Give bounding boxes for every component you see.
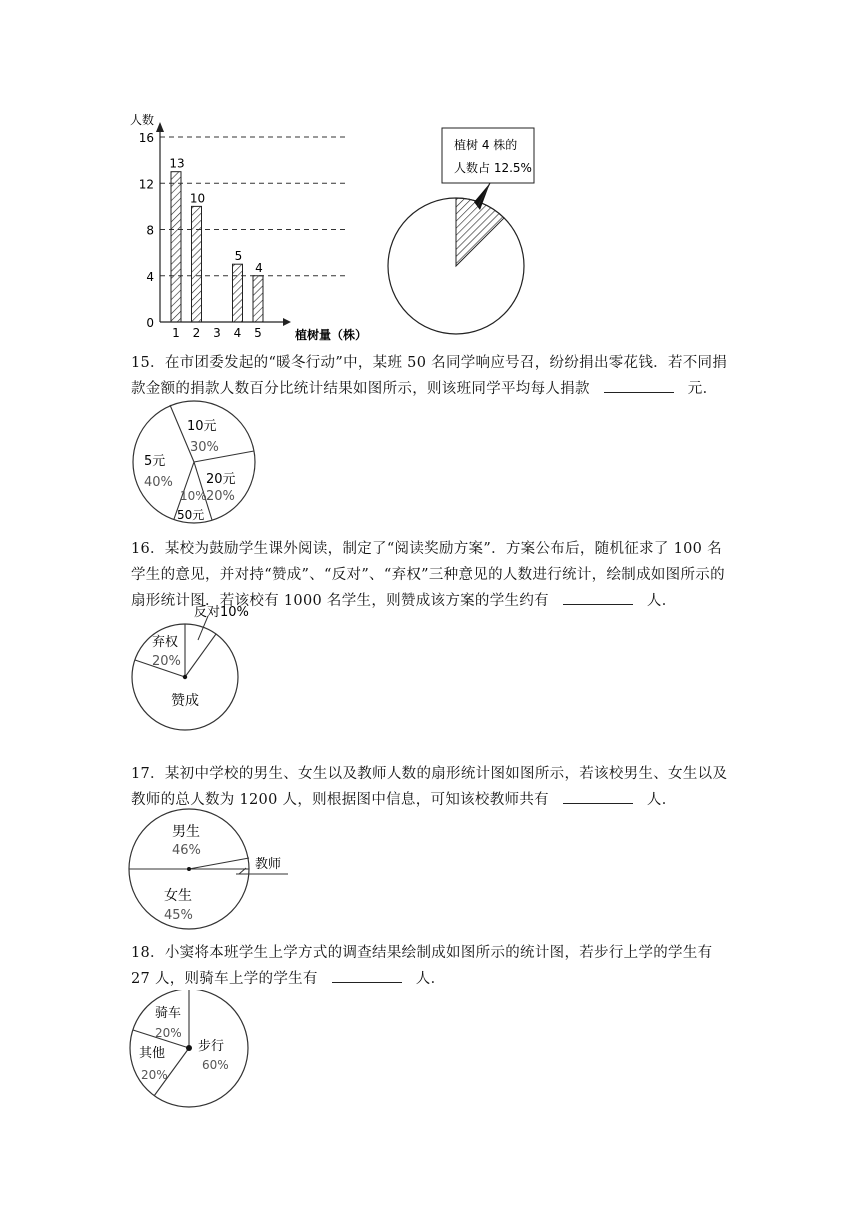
- question-15-text: 15．在市团委发起的“暖冬行动”中，某班 50 名同学响应号召，纷纷捐出零花钱．若不同捐款金额的捐款人数百分比统计结果如图所示，则该班同学平均每人捐款: [131, 355, 728, 397]
- callout-arrow-line: [478, 183, 490, 206]
- data-label-2: 10: [189, 191, 206, 206]
- question-17-text: 17．某初中学校的男生、女生以及教师人数的扇形统计图如图所示，若该校男生、女生以及教师的总人数为 1200 人，则根据图中信息，可知该校教师共有: [131, 766, 728, 808]
- x-tick-label-1: 1: [172, 326, 180, 340]
- bar-2: [192, 206, 202, 322]
- bar-chart: [120, 110, 410, 345]
- label-girls: 女生: [164, 888, 192, 904]
- donation-pie-chart: [128, 400, 268, 530]
- bar-4: [233, 264, 243, 322]
- label-bike-percent: 20%: [155, 1026, 182, 1040]
- question-15-unit: 元．: [687, 381, 718, 397]
- data-label-4: 5: [234, 249, 243, 264]
- slice-label-10yuan: 10元: [187, 419, 217, 434]
- y-tick-label-12: 12: [138, 177, 154, 192]
- question-16-text: 16．某校为鼓励学生课外阅读，制定了“阅读奖励方案”．方案公布后，随机征求了 100 名学生的意见，并对持“赞成”、“反对”、“弃权”三种意见的人数进行统计，绘制成如图所示的扇形统计图．若该校有 1000 名学生，则赞成该方案的学生约有: [131, 541, 725, 609]
- question-18-text: 18．小窦将本班学生上学方式的调查结果绘制成如图所示的统计图，若步行上学的学生有 27 人，则骑车上学的学生有: [131, 945, 713, 987]
- label-boys-percent: 46%: [172, 843, 201, 858]
- label-oppose: 反对10%: [194, 605, 249, 620]
- answer-blank-17[interactable]: [563, 789, 633, 804]
- school-pie-chart: [128, 808, 298, 933]
- slice-percent-5yuan: 40%: [144, 475, 173, 490]
- x-tick-label-4: 4: [233, 326, 242, 340]
- question-18-unit: 人．: [415, 971, 446, 987]
- label-girls-percent: 45%: [164, 908, 193, 923]
- x-axis-arrow: [283, 318, 291, 326]
- y-tick-label-16: 16: [138, 131, 154, 145]
- label-other: 其他: [139, 1046, 166, 1061]
- label-bike: 骑车: [155, 1006, 182, 1021]
- question-17-unit: 人．: [646, 792, 677, 808]
- callout-line-1: 植树 4 株的: [454, 138, 518, 152]
- label-other-percent: 20%: [141, 1068, 168, 1082]
- answer-blank-18[interactable]: [332, 968, 402, 983]
- y-tick-label-0: 0: [146, 316, 154, 330]
- question-16-unit: 人．: [646, 593, 677, 609]
- question-15: [131, 350, 736, 402]
- transport-pie-chart: [128, 990, 258, 1115]
- data-label-5: 4: [255, 260, 263, 275]
- x-tick-label-5: 5: [254, 326, 262, 340]
- slice-label-20yuan: 20元: [206, 472, 236, 487]
- label-teachers: 教师: [255, 857, 282, 872]
- label-walk: 步行: [198, 1039, 225, 1054]
- bar-5: [253, 276, 263, 322]
- question-18: [131, 940, 736, 992]
- slice-percent-50yuan: 10%: [180, 489, 207, 503]
- callout-line-2: 人数占 12.5%: [454, 161, 532, 175]
- x-tick-label-3: 3: [213, 326, 221, 340]
- answer-blank-16[interactable]: [563, 590, 633, 605]
- slice-label-5yuan: 5元: [144, 454, 166, 469]
- label-boys: 男生: [172, 824, 200, 840]
- label-approve: 赞成: [171, 693, 199, 709]
- label-walk-percent: 60%: [202, 1058, 229, 1072]
- y-tick-label-4: 4: [146, 269, 154, 284]
- question-17: [131, 761, 736, 813]
- opinion-pie-chart: [128, 600, 268, 740]
- x-tick-label-2: 2: [192, 326, 201, 340]
- planting-pie-chart: [380, 120, 540, 350]
- slice-label-50yuan: 50元: [177, 508, 205, 522]
- y-tick-label-8: 8: [146, 223, 154, 238]
- answer-blank-15[interactable]: [604, 378, 674, 393]
- label-abstain: 弃权: [152, 635, 179, 650]
- y-axis-label: 人数: [130, 113, 155, 127]
- slice-percent-20yuan: 20%: [206, 489, 235, 504]
- y-axis-arrow: [156, 122, 164, 132]
- label-abstain-percent: 20%: [152, 654, 181, 669]
- slice-percent-10yuan: 30%: [190, 440, 219, 455]
- data-label-1: 13: [169, 156, 185, 171]
- bar-1: [171, 172, 181, 322]
- x-axis-label: 植树量（株）: [295, 328, 368, 342]
